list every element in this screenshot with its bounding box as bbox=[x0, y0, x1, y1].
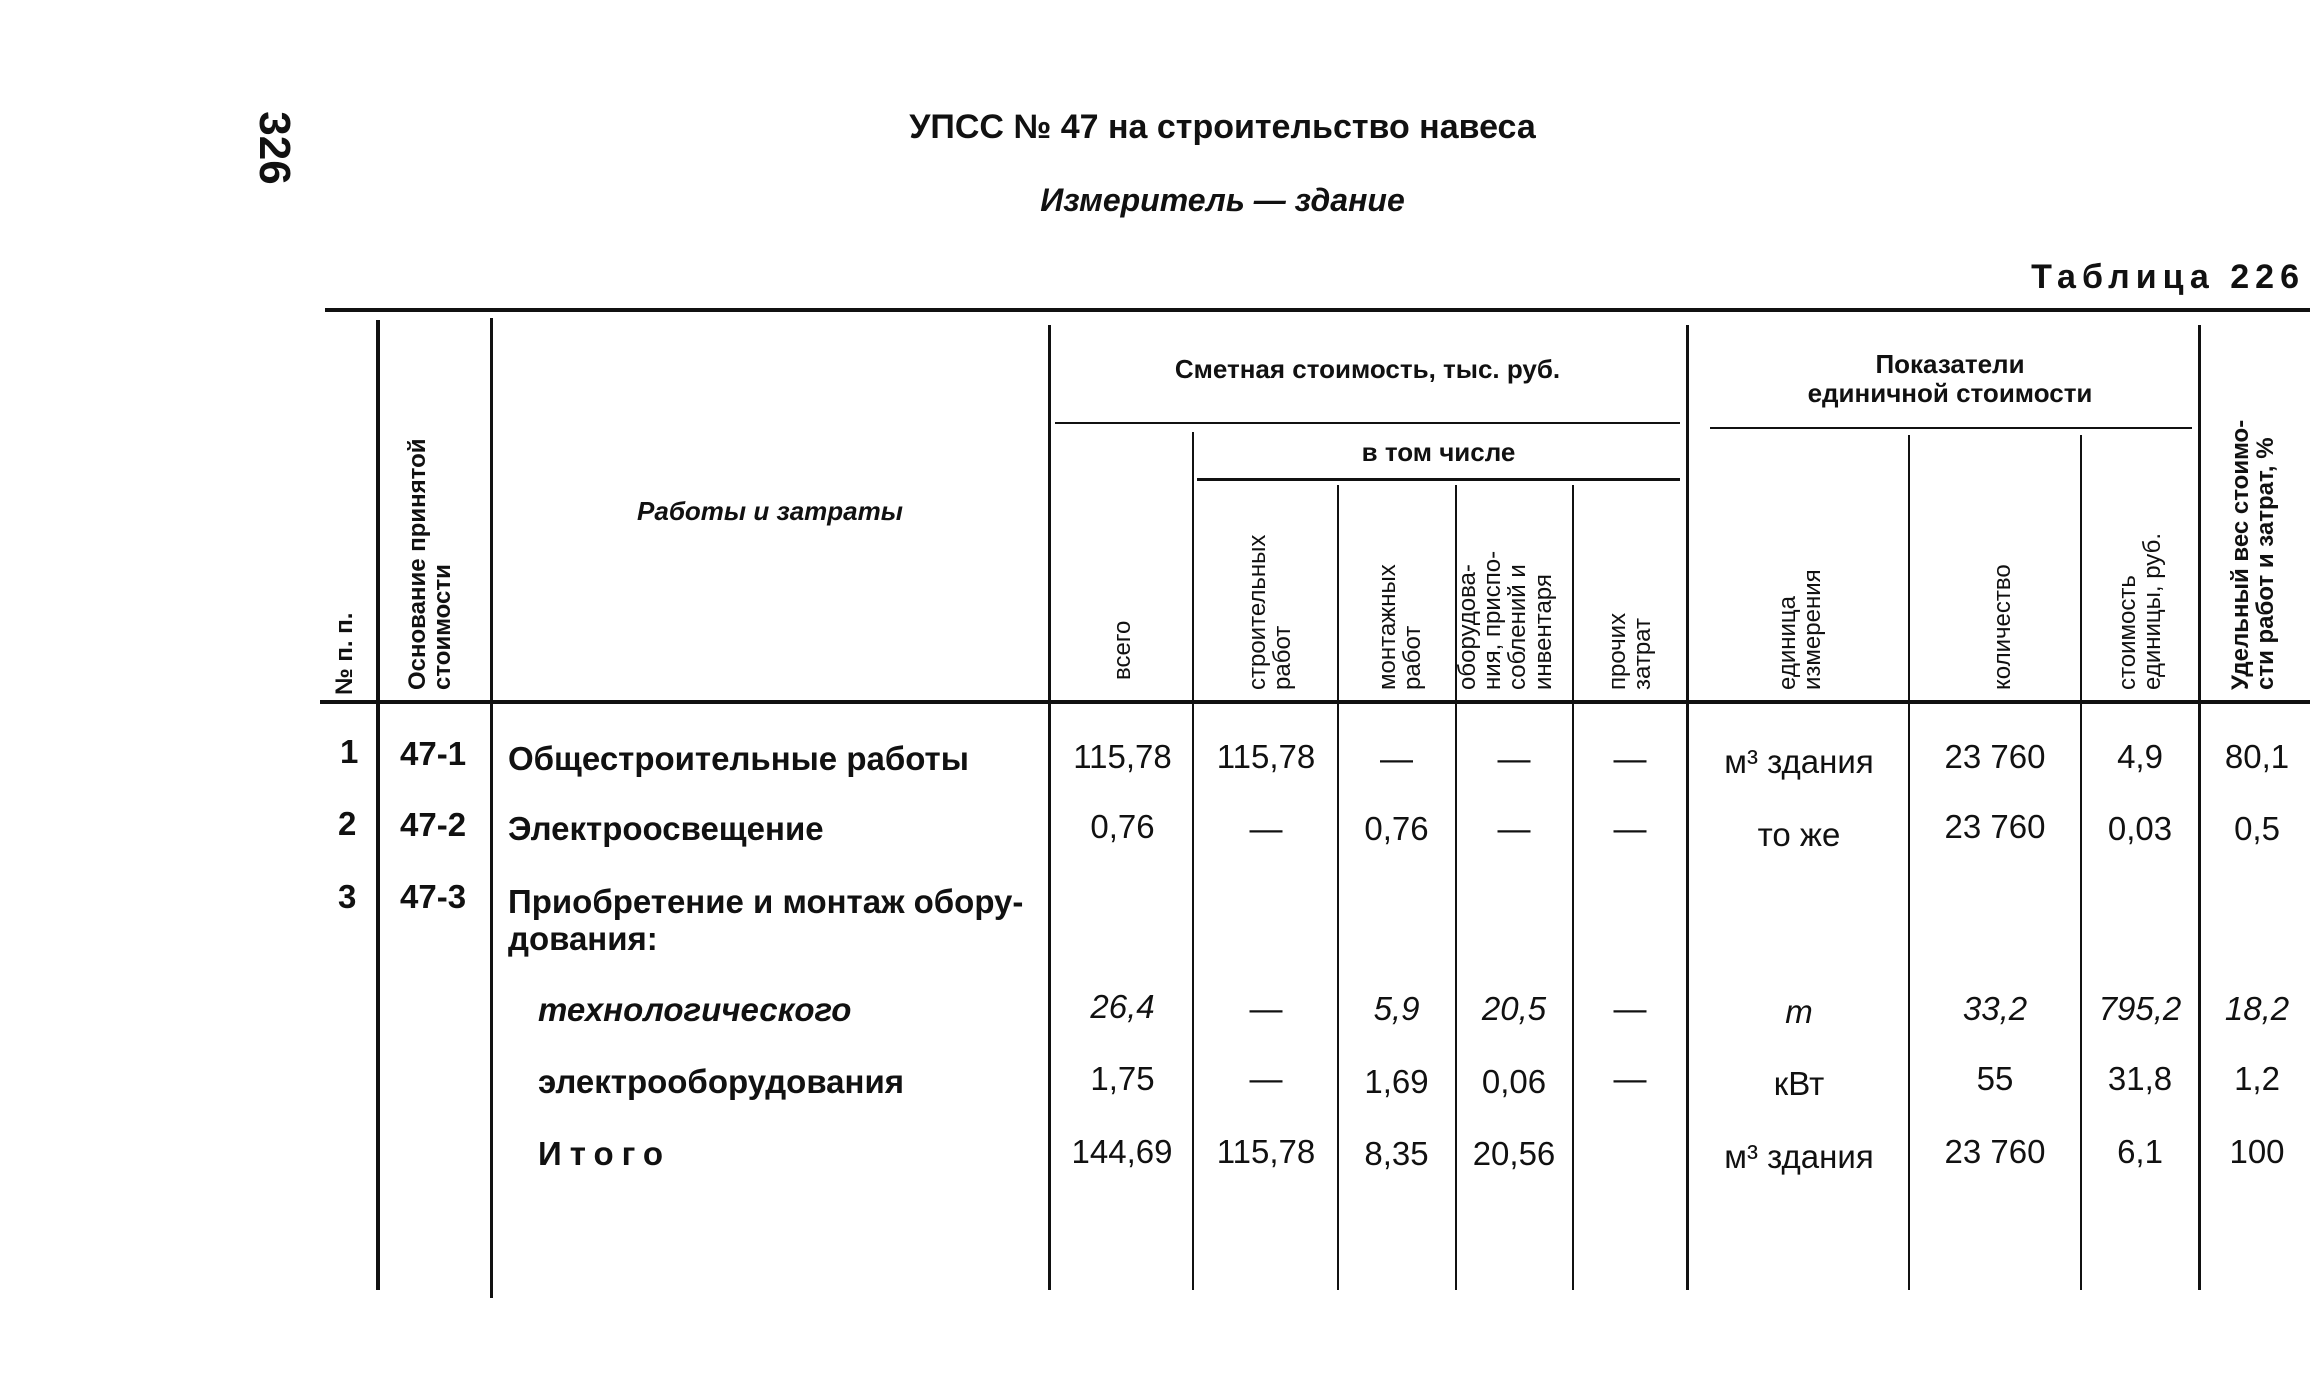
total-name: Итого bbox=[538, 1135, 672, 1172]
row1-other: — bbox=[1613, 740, 1647, 777]
row2-quantity: 23 760 bbox=[1944, 808, 2046, 845]
row1-share: 80,1 bbox=[2224, 738, 2290, 775]
row2-share: 0,5 bbox=[2234, 810, 2280, 847]
header-num: № п. п. bbox=[331, 612, 358, 695]
row2-total: 0,76 bbox=[1090, 808, 1155, 845]
row3b-quantity: 55 bbox=[1976, 1060, 2014, 1097]
row1-installation: — bbox=[1380, 740, 1413, 777]
header-other: прочих затрат bbox=[1604, 612, 1657, 690]
row3a-quantity: 33,2 bbox=[1962, 990, 2028, 1027]
row2-installation: 0,76 bbox=[1364, 810, 1429, 847]
header-share: Удельный вес стоимо- сти работ и затрат, % bbox=[2227, 419, 2280, 690]
header-works: Работы и затраты bbox=[637, 496, 903, 526]
row3b-construction: — bbox=[1249, 1060, 1283, 1097]
row1-name: Общестроительные работы bbox=[508, 740, 969, 777]
row1-equipment: — bbox=[1497, 740, 1531, 777]
row3a-unit: т bbox=[1785, 993, 1813, 1030]
document-subtitle: Измеритель — здание bbox=[1040, 182, 1405, 218]
row3a-equipment: 20,5 bbox=[1481, 990, 1547, 1027]
row3b-equipment: 0,06 bbox=[1481, 1063, 1547, 1100]
total-unit: м³ здания bbox=[1724, 1138, 1874, 1175]
header-estimate-group: Сметная стоимость, тыс. руб. bbox=[1174, 354, 1561, 384]
rule-after-equipment bbox=[1572, 485, 1574, 1290]
row3b-unit-cost: 31,8 bbox=[2107, 1060, 2173, 1097]
row1-construction: 115,78 bbox=[1216, 738, 1316, 775]
total-total: 144,69 bbox=[1071, 1133, 1173, 1170]
page-number: 326 bbox=[250, 111, 299, 185]
row3b-installation: 1,69 bbox=[1364, 1063, 1429, 1100]
rule-after-works bbox=[1048, 325, 1051, 1290]
row3a-unit-cost: 795,2 bbox=[2098, 990, 2182, 1027]
rule-after-other bbox=[1686, 325, 1689, 1290]
table-top-rule bbox=[325, 308, 2310, 312]
rule-after-total bbox=[1192, 432, 1194, 1290]
row3b-share: 1,2 bbox=[2234, 1060, 2280, 1097]
row3a-name: технологического bbox=[538, 991, 852, 1028]
row2-basis: 47-2 bbox=[400, 806, 467, 843]
row3b-other: — bbox=[1613, 1060, 1647, 1097]
row3a-installation: 5,9 bbox=[1373, 990, 1420, 1027]
row3b-total: 1,75 bbox=[1090, 1060, 1155, 1097]
row3-name-line1: Приобретение и монтаж обору- bbox=[508, 883, 1024, 920]
row2-other: — bbox=[1613, 810, 1647, 847]
estimate-group-rule bbox=[1055, 422, 1680, 424]
total-unit-cost: 6,1 bbox=[2117, 1133, 2163, 1170]
header-total: всего bbox=[1109, 620, 1136, 680]
row3a-other: — bbox=[1613, 990, 1647, 1027]
total-installation: 8,35 bbox=[1364, 1135, 1429, 1172]
row1-unit: м³ здания bbox=[1724, 743, 1874, 780]
rule-after-construction bbox=[1337, 485, 1339, 1290]
total-construction: 115,78 bbox=[1216, 1133, 1316, 1170]
header-unit: единица измерения bbox=[1774, 569, 1827, 690]
including-rule bbox=[1197, 478, 1680, 481]
row1-quantity: 23 760 bbox=[1944, 738, 2046, 775]
rule-after-num bbox=[376, 320, 380, 1290]
row1-basis: 47-1 bbox=[400, 735, 467, 772]
row3b-unit: кВт bbox=[1773, 1065, 1825, 1102]
header-including: в том числе bbox=[1361, 437, 1516, 467]
total-share: 100 bbox=[2229, 1133, 2285, 1170]
row3a-share: 18,2 bbox=[2224, 990, 2290, 1027]
rule-after-basis bbox=[490, 318, 493, 1298]
row1-total: 115,78 bbox=[1073, 738, 1172, 775]
rule-after-quantity bbox=[2080, 435, 2082, 1290]
row1-num: 1 bbox=[340, 733, 359, 770]
row2-construction: — bbox=[1249, 810, 1283, 847]
header-construction: строительных работ bbox=[1244, 534, 1297, 690]
row2-name: Электроосвещение bbox=[508, 810, 824, 847]
rule-after-unit bbox=[1908, 435, 1910, 1290]
unit-group-rule bbox=[1710, 427, 2192, 429]
document-title: УПСС № 47 на строительство навеса bbox=[909, 108, 1536, 146]
header-unit-cost: стоимость единицы, руб. bbox=[2114, 533, 2167, 690]
row2-unit: то же bbox=[1757, 816, 1841, 853]
header-installation: монтажных работ bbox=[1374, 564, 1427, 690]
table-label: Таблица 226 bbox=[2031, 258, 2305, 296]
header-basis: Основание принятой стоимости bbox=[404, 438, 457, 690]
header-bottom-rule bbox=[320, 700, 2310, 704]
row2-unit-cost: 0,03 bbox=[2107, 810, 2173, 847]
total-equipment: 20,56 bbox=[1472, 1135, 1556, 1172]
row1-unit-cost: 4,9 bbox=[2117, 738, 2163, 775]
header-equipment: оборудова- ния, приспо- соблений и инвентаря bbox=[1454, 550, 1557, 690]
row3-name-line2: дования: bbox=[508, 920, 658, 957]
row3-num: 3 bbox=[338, 878, 357, 915]
row2-equipment: — bbox=[1497, 810, 1531, 847]
total-quantity: 23 760 bbox=[1944, 1133, 2046, 1170]
row2-num: 2 bbox=[338, 805, 357, 842]
header-quantity: количество bbox=[1989, 564, 2016, 690]
row3a-total: 26,4 bbox=[1090, 988, 1155, 1025]
row3a-construction: — bbox=[1249, 990, 1283, 1027]
rule-after-unit-cost bbox=[2198, 325, 2201, 1290]
header-unit-group: Показатели единичной стоимости bbox=[1807, 349, 2093, 408]
row3b-name: электрооборудования bbox=[538, 1063, 905, 1100]
row3-basis: 47-3 bbox=[400, 878, 467, 915]
